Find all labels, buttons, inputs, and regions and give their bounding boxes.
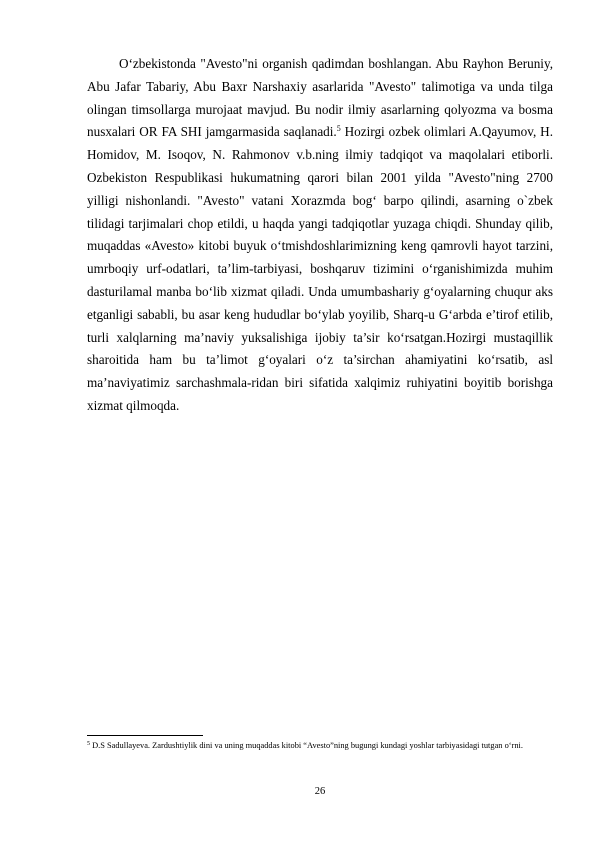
footnote-marker: 5 xyxy=(87,741,90,747)
footnote-text: D.S Sadullayeva. Zardushtiylik dini va uning muqaddas kitobi “Avesto”ning bugungi kundagi yoshlar tarbiyasidagi tutgan o‘rni. xyxy=(90,741,523,750)
paragraph-text-part-2: Hozirgi ozbek olimlari A.Qayumov, H. Homidov, M. Isoqov, N. Rahmonov v.b.ning ilmiy tadqiqot va maqolalari etiborli. Ozbekiston Respublikasi hukumatning qarori bilan 2001 yilda "Avesto"ning 2700 yilligi nishonlandi. "Avesto" vatani Xorazmda bog‘ barpo qilindi, asarning o`zbek tilidagi tarjimalari chop etildi, u haqda yangi tadqiqotlar yuzaga chiqdi. Shunday qilib, muqaddas «Avesto» kitobi buyuk o‘tmishdoshlarimizning keng qamrovli hayot tarzini, umrboqiy urf-odatlari, ta’lim-tarbiyasi, boshqaruv tizimini o‘rganishimizda muhim dasturilamal manba bo‘lib xizmat qiladi. Unda umumbashariy g‘oyalarning chuqur aks etganligi sababli, bu asar keng hududlar bo‘ylab yoyilib, Sharq-u G‘arbda e’tirof etilib, turli xalqlarning ma’naviy yuksalishiga ijobiy ta’sir ko‘rsatgan.Hozirgi mustaqillik sharoitida ham bu ta’limot g‘oyalari o‘z ta’sirchan ahamiyatini ko‘rsatib, asl ma’naviyatimiz sarchashmala-ridan biri sifatida xalqimiz ruhiyatini boyitib borishga xizmat qilmoqda. xyxy=(87,124,553,413)
paragraph-text-part-1: O‘zbekistonda "Avesto"ni organish qadimdan boshlangan. Abu Rayhon Beruniy, Abu Jafar Tabariy, Abu Baxr Narshaxiy asarlarida "Avesto" talimotiga va unda tilga olingan timsollarga murojaat mavjud. Bu nodir ilmiy asarlarning qolyozma va bosma nusxalari OR FA SHI jamgarmasida saqlanadi. xyxy=(87,56,553,140)
footnote-reference[interactable]: 5 xyxy=(336,124,341,134)
footnote-separator xyxy=(87,735,203,736)
body-paragraph xyxy=(87,53,553,418)
footnote xyxy=(87,740,553,752)
page-number: 26 xyxy=(314,786,326,797)
